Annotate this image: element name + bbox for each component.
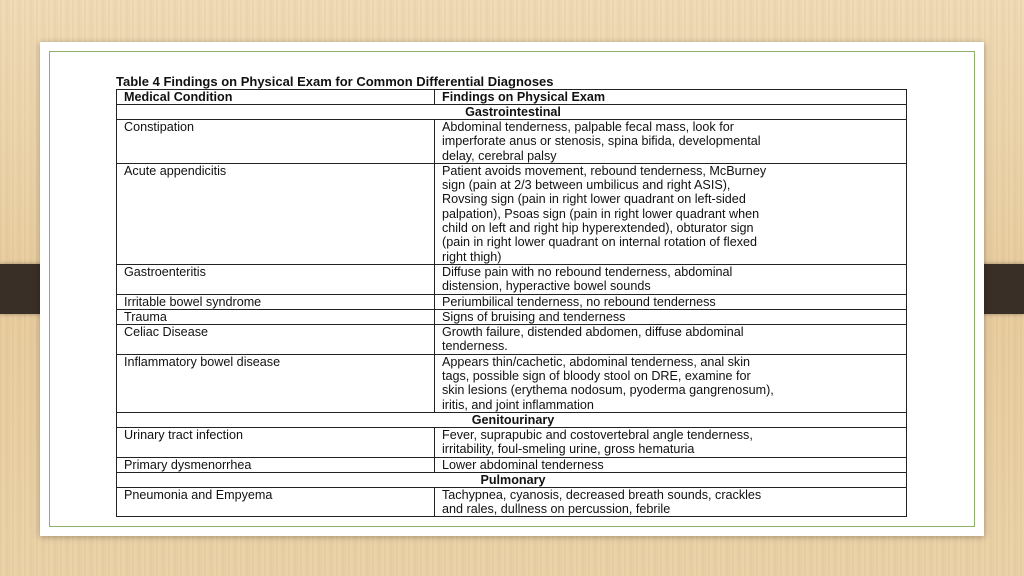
findings-cell xyxy=(435,294,907,309)
table-row xyxy=(117,309,907,324)
condition-cell: Irritable bowel syndrome xyxy=(117,294,435,309)
condition-cell: Inflammatory bowel disease xyxy=(117,354,435,412)
findings-line: (pain in right lower quadrant on internal rotation of flexed xyxy=(442,235,758,250)
section-row-gastrointestinal xyxy=(117,105,907,120)
table-row xyxy=(117,487,907,517)
findings-line: palpation), Psoas sign (pain in right lower quadrant when xyxy=(442,206,760,221)
table-row xyxy=(117,354,907,412)
section-heading: Gastrointestinal xyxy=(117,105,907,120)
condition-cell: Urinary tract infection xyxy=(117,427,435,457)
findings-line: Fever, suprapubic and costovertebral angle tenderness, xyxy=(442,427,753,442)
findings-line: tenderness. xyxy=(442,339,508,354)
condition-cell: Gastroenteritis xyxy=(117,264,435,294)
section-heading: Pulmonary xyxy=(117,472,907,487)
condition-cell: Constipation xyxy=(117,120,435,164)
table-row xyxy=(117,264,907,294)
header-findings: Findings on Physical Exam xyxy=(435,90,907,105)
findings-cell xyxy=(435,309,907,324)
findings-line: Periumbilical tenderness, no rebound tenderness xyxy=(442,294,716,309)
table-row xyxy=(117,325,907,355)
findings-cell xyxy=(435,457,907,472)
table-row xyxy=(117,294,907,309)
findings-line: delay, cerebral palsy xyxy=(442,148,557,163)
condition-cell: Pneumonia and Empyema xyxy=(117,487,435,517)
findings-line: Lower abdominal tenderness xyxy=(442,457,604,472)
findings-line: Tachypnea, cyanosis, decreased breath sounds, crackles xyxy=(442,487,762,502)
findings-line: imperforate anus or stenosis, spina bifida, developmental xyxy=(442,134,761,149)
section-heading: Genitourinary xyxy=(117,412,907,427)
table-row xyxy=(117,120,907,164)
findings-line: right thigh) xyxy=(442,249,502,264)
findings-line: and rales, dullness on percussion, febrile xyxy=(442,502,671,517)
section-row-pulmonary xyxy=(117,472,907,487)
findings-line: Appears thin/cachetic, abdominal tenderness, anal skin xyxy=(442,354,751,369)
findings-cell xyxy=(435,354,907,412)
condition-cell: Acute appendicitis xyxy=(117,163,435,264)
findings-line: Diffuse pain with no rebound tenderness, abdominal xyxy=(442,264,733,279)
findings-line: tags, possible sign of bloody stool on DRE, examine for xyxy=(442,369,751,384)
findings-cell xyxy=(435,120,907,164)
slide xyxy=(40,42,984,536)
condition-cell: Trauma xyxy=(117,309,435,324)
findings-line: Abdominal tenderness, palpable fecal mass, look for xyxy=(442,120,734,134)
table-row xyxy=(117,163,907,264)
table-title: Table 4 Findings on Physical Exam for Common Differential Diagnoses xyxy=(116,74,554,89)
table-container xyxy=(116,74,906,517)
table-row xyxy=(117,457,907,472)
findings-line: Growth failure, distended abdomen, diffuse abdominal xyxy=(442,325,744,340)
header-medical-condition: Medical Condition xyxy=(117,90,435,105)
findings-line: Patient avoids movement, rebound tenderness, McBurney xyxy=(442,163,767,178)
findings-line: irritability, foul-smeling urine, gross hematuria xyxy=(442,442,695,457)
findings-line: sign (pain at 2/3 between umbilicus and right ASIS), xyxy=(442,178,731,193)
findings-table xyxy=(116,89,907,517)
section-row-genitourinary xyxy=(117,412,907,427)
findings-line: Rovsing sign (pain in right lower quadrant on left-sided xyxy=(442,192,746,207)
findings-cell xyxy=(435,163,907,264)
findings-line: skin lesions (erythema nodosum, pyoderma gangrenosum), xyxy=(442,383,774,398)
findings-cell xyxy=(435,487,907,517)
condition-cell: Celiac Disease xyxy=(117,325,435,355)
findings-cell xyxy=(435,427,907,457)
findings-cell xyxy=(435,325,907,355)
findings-line: child on left and right hip hyperextended), obturator sign xyxy=(442,221,754,236)
findings-cell xyxy=(435,264,907,294)
table-body xyxy=(117,105,907,517)
findings-line: iritis, and joint inflammation xyxy=(442,397,594,412)
findings-line: distension, hyperactive bowel sounds xyxy=(442,279,651,294)
table-row xyxy=(117,427,907,457)
findings-line: Signs of bruising and tenderness xyxy=(442,309,626,324)
header-row xyxy=(117,90,907,105)
condition-cell: Primary dysmenorrhea xyxy=(117,457,435,472)
